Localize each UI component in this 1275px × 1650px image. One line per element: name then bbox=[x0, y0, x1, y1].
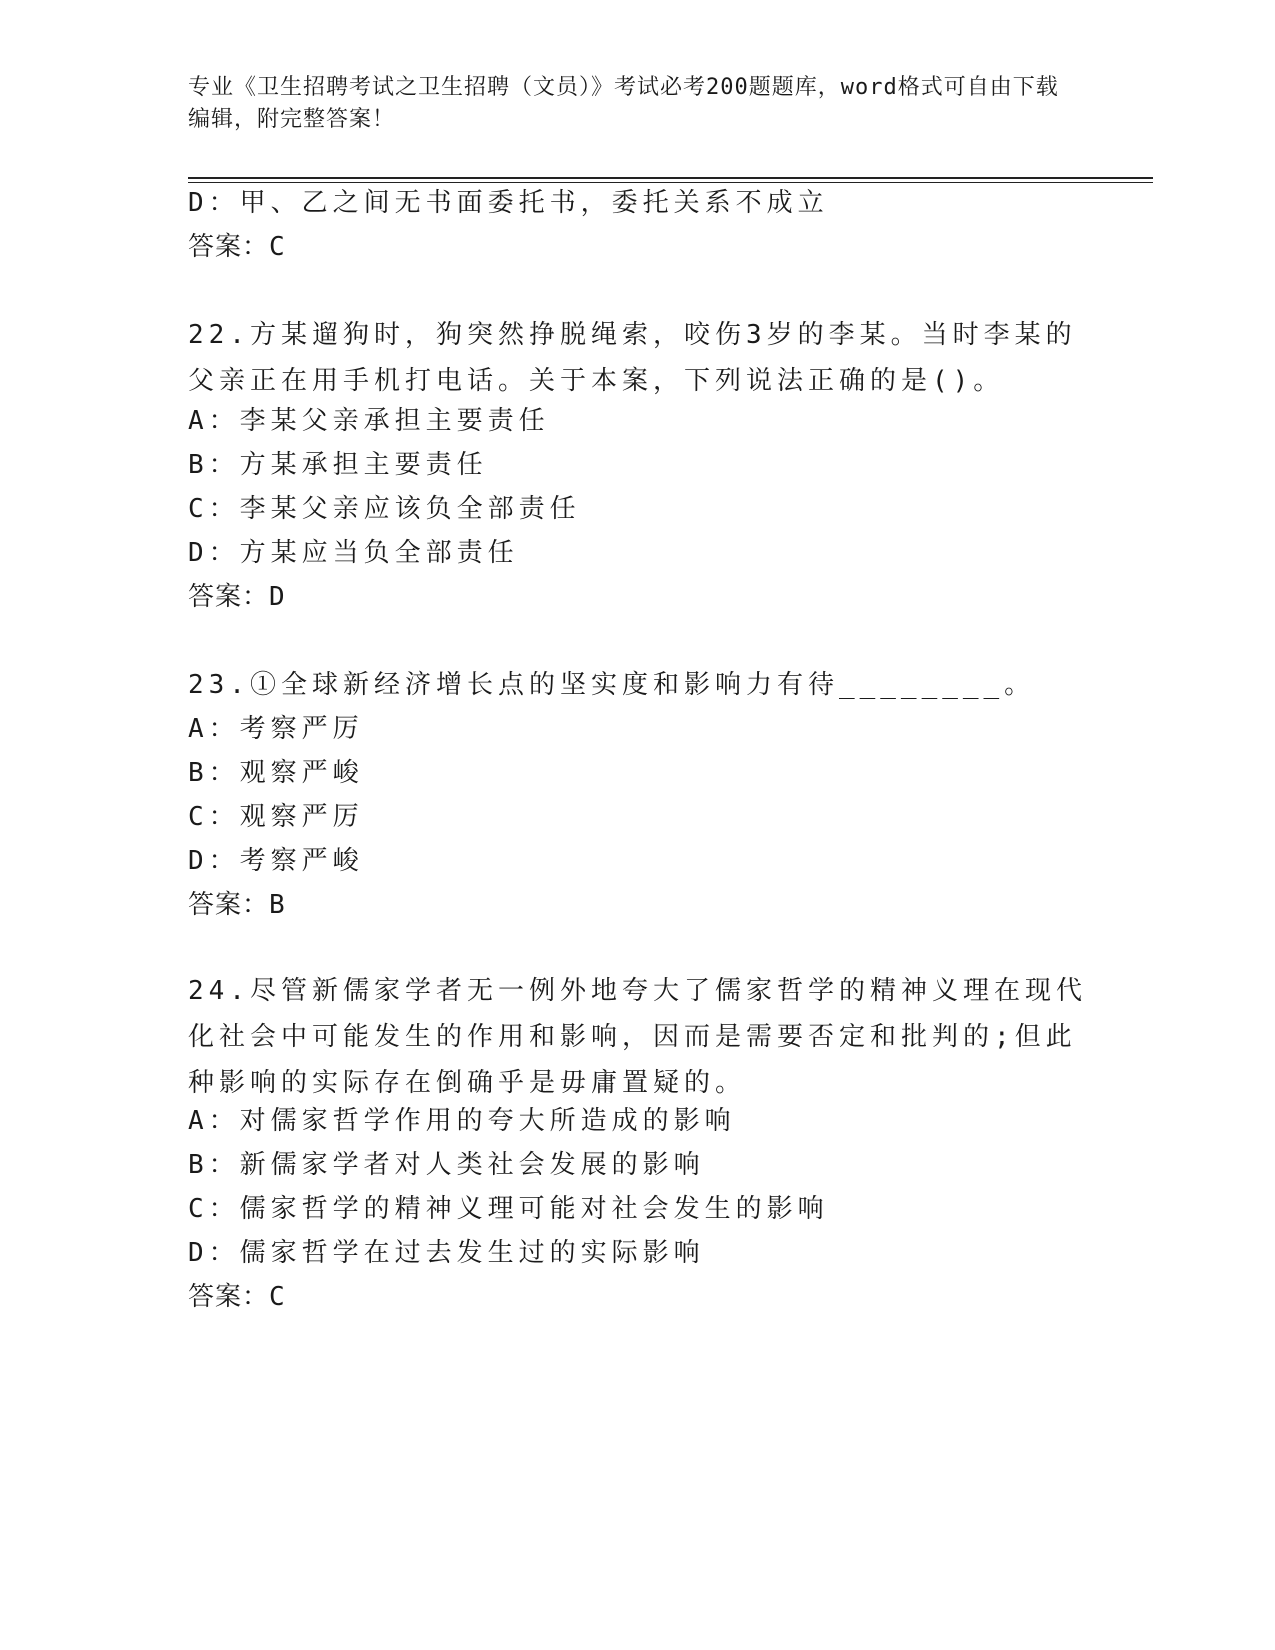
header-divider-thick bbox=[188, 177, 1153, 179]
question-24-option-c: C：儒家哲学的精神义理可能对社会发生的影响 bbox=[188, 1194, 829, 1224]
question-23-stem: 23.①全球新经济增长点的坚实度和影响力有待________。 bbox=[188, 670, 1036, 700]
question-22-answer: 答案：D bbox=[188, 582, 286, 612]
prev-question-option-d: D：甲、乙之间无书面委托书，委托关系不成立 bbox=[188, 188, 829, 218]
question-23-option-d: D：考察严峻 bbox=[188, 846, 364, 876]
question-23-answer: 答案：B bbox=[188, 890, 286, 920]
question-24-stem: 24.尽管新儒家学者无一例外地夸大了儒家哲学的精神义理在现代化社会中可能发生的作用和影响，因而是需要否定和批判的;但此种影响的实际存在倒确乎是毋庸置疑的。 bbox=[188, 976, 1087, 1098]
question-23-option-c: C：观察严厉 bbox=[188, 802, 364, 832]
prev-question-answer: 答案：C bbox=[188, 232, 286, 262]
question-22-option-d: D：方某应当负全部责任 bbox=[188, 538, 519, 568]
question-22-option-c: C：李某父亲应该负全部责任 bbox=[188, 494, 581, 524]
question-24-option-a: A：对儒家哲学作用的夸大所造成的影响 bbox=[188, 1106, 736, 1136]
question-22-option-b: B：方某承担主要责任 bbox=[188, 450, 488, 480]
question-24-option-d: D：儒家哲学在过去发生过的实际影响 bbox=[188, 1238, 705, 1268]
question-22-stem: 22.方某遛狗时，狗突然挣脱绳索，咬伤3岁的李某。当时李某的父亲正在用手机打电话。关于本案，下列说法正确的是()。 bbox=[188, 320, 1077, 396]
question-23-option-a: A：考察严厉 bbox=[188, 714, 364, 744]
question-22-option-a: A：李某父亲承担主要责任 bbox=[188, 406, 550, 436]
document-header: 专业《卫生招聘考试之卫生招聘（文员）》考试必考200题题库，word格式可自由下载编辑，附完整答案！ bbox=[188, 75, 1059, 132]
question-24-option-b: B：新儒家学者对人类社会发展的影响 bbox=[188, 1150, 705, 1180]
question-23-option-b: B：观察严峻 bbox=[188, 758, 364, 788]
question-24-answer: 答案：C bbox=[188, 1282, 286, 1312]
